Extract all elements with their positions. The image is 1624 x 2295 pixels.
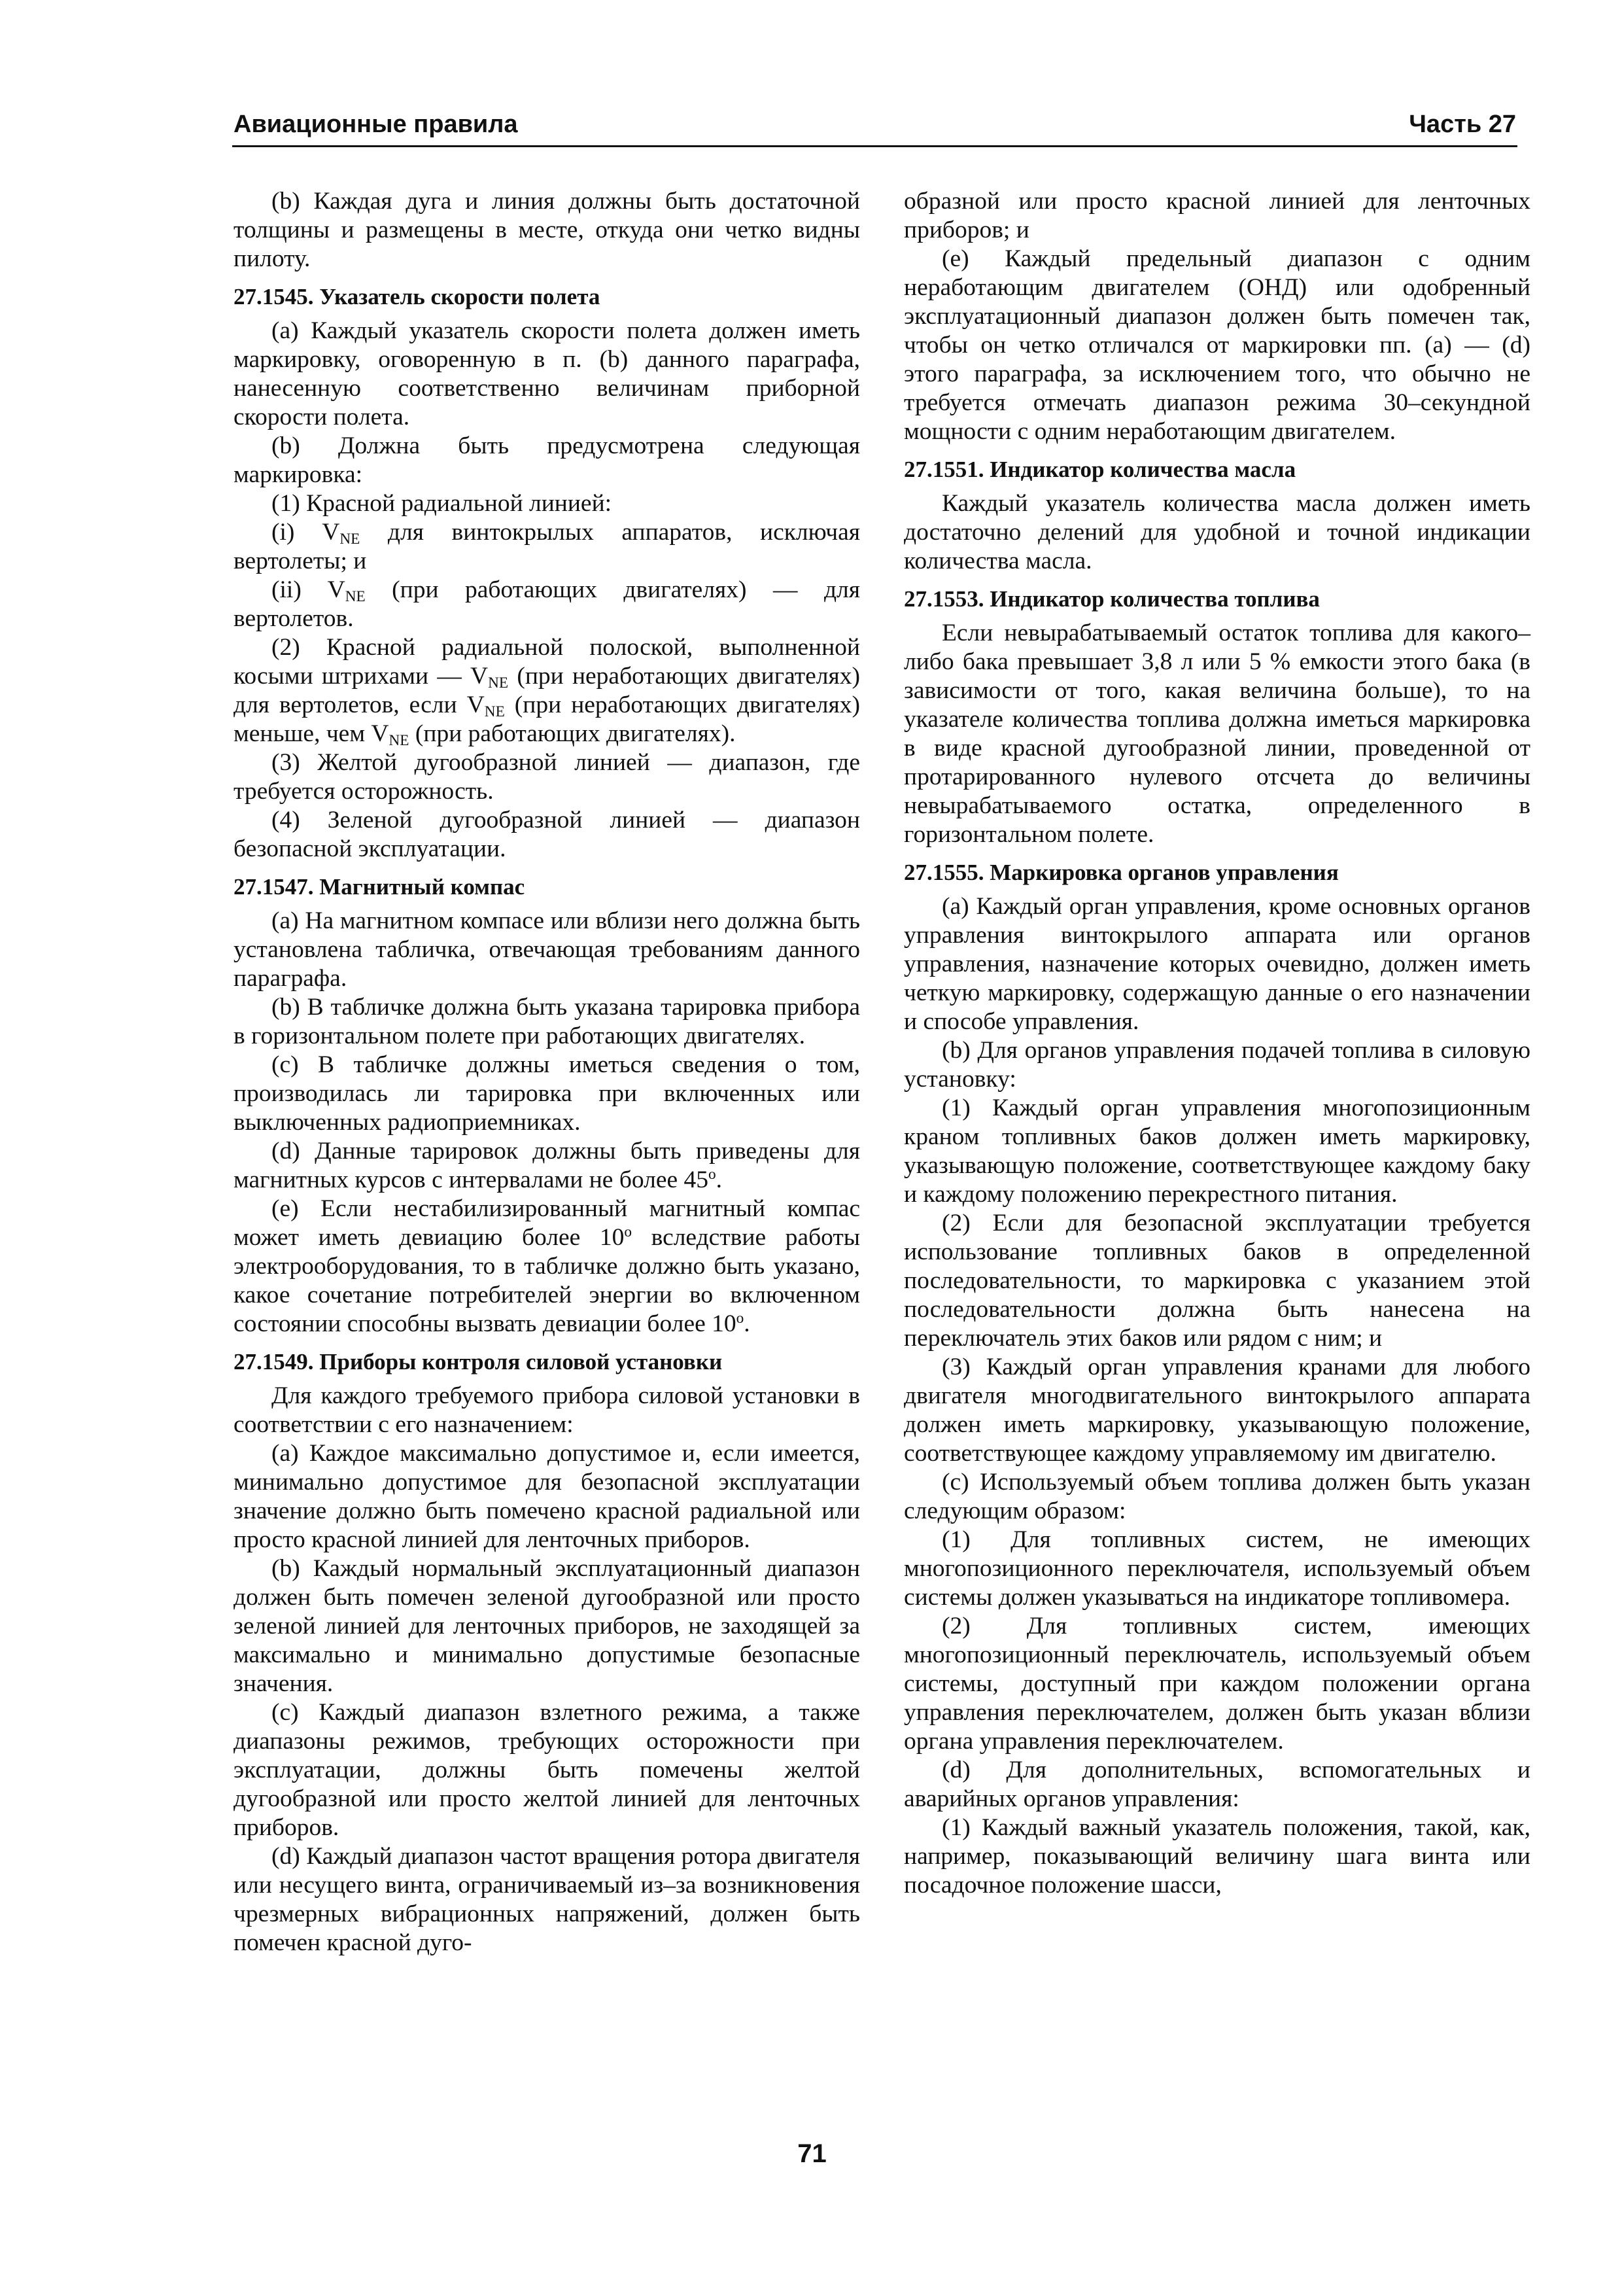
paragraph: (e) Если нестабилизированный магнитный компас может иметь девиацию более 10$^o$ вследствие работы электрооборудования, то в табличке должно быть указано, какое сочетание потребителей энергии во включенном состоянии способны вызвать девиации более 10$^o$. — [233, 1195, 860, 1337]
running-header — [232, 98, 1517, 147]
paragraph: (2) Для топливных систем, имеющих многопозиционный переключатель, используемый объем системы, доступный при каждом положении органа управления переключателем, должен быть указан вблизи органа управления переключателем. — [904, 1613, 1530, 1755]
paragraph: (ii) $V_{NE}$ (при работающих двигателях) — для вертолетов. — [233, 576, 860, 632]
paragraph: (1) Для топливных систем, не имеющих многопозиционного переключателя, используемый объем системы должен указываться на индикаторе топливомера. — [904, 1526, 1530, 1611]
paragraph: (d) Данные тарировок должны быть приведены для магнитных курсов с интервалами не более 45$^o$. — [233, 1138, 860, 1193]
page-number: 71 — [797, 2139, 827, 2168]
section-heading-27-1549: 27.1549. Приборы контроля силовой установки — [233, 1349, 723, 1375]
paragraph: (d) Каждый диапазон частот вращения ротора двигателя или несущего винта, ограничиваемый из–за возникновения чрезмерных вибрационных напряжений, должен быть помечен красной дуго- — [233, 1843, 860, 1956]
header-title: Авиационные правила — [233, 111, 518, 138]
paragraph: (b) Должна быть предусмотрена следующая маркировка: — [233, 432, 860, 488]
paragraph: (a) Каждое максимально допустимое и, если имеется, минимально допустимое для безопасной эксплуатации значение должно быть помечено красной радиальной или просто красной линией для ленточных приборов. — [233, 1440, 860, 1553]
paragraph: (3) Желтой дугообразной линией — диапазон, где требуется осторожность. — [233, 749, 860, 805]
paragraph: (d) Для дополнительных, вспомогательных и аварийных органов управления: — [904, 1757, 1530, 1812]
paragraph: (3) Каждый орган управления кранами для любого двигателя многодвигательного винтокрылого аппарата должен иметь маркировку, указывающую положение, соответствующее каждому управляемому им двигателю. — [904, 1354, 1530, 1467]
header-part: Часть 27 — [1409, 111, 1516, 138]
paragraph: Если невырабатываемый остаток топлива для какого–либо бака превышает 3,8 л или 5 % емкости этого бака (в зависимости от того, какая величина больше), то на указателе количества топлива должна иметься маркировка в виде красной дугообразной линии, проведенной от протарированного нулевого отсчета до величины невырабатываемого остатка, определенного в горизонтальном полете. — [904, 620, 1530, 848]
paragraph: (b) Каждый нормальный эксплуатационный диапазон должен быть помечен зеленой дугообразной или просто зеленой линией для ленточных приборов, не заходящей за максимально и минимально допустимые безопасные значения. — [233, 1555, 860, 1697]
section-heading-27-1545: 27.1545. Указатель скорости полета — [233, 284, 600, 309]
right-column — [904, 187, 1530, 1900]
paragraph: Каждый указатель количества масла должен иметь достаточно делений для удобной и точной индикации количества масла. — [904, 490, 1530, 574]
paragraph: (2) Красной радиальной полоской, выполненной косыми штрихами — $V_{NE}$ (при неработающих двигателях) для вертолетов, если $V_{NE}$ (при неработающих двигателях) меньше, чем $V_{NE}$ (при работающих двигателях). — [233, 634, 860, 749]
left-column — [233, 187, 860, 1957]
paragraph: (2) Если для безопасной эксплуатации требуется использование топливных баков в определенной последовательности, то маркировка с указанием этой последовательности должна быть нанесена на переключатель этих баков или рядом с ним; и — [904, 1210, 1530, 1352]
paragraph: Для каждого требуемого прибора силовой установки в соответствии с его назначением: — [233, 1382, 860, 1438]
paragraph: (4) Зеленой дугообразной линией — диапазон безопасной эксплуатации. — [233, 807, 860, 862]
paragraph: (a) На магнитном компасе или вблизи него должна быть установлена табличка, отвечающая требованиям данного параграфа. — [233, 907, 860, 992]
paragraph: (c) В табличке должны иметься сведения о том, производилась ли тарировка при включенных или выключенных радиоприемниках. — [233, 1051, 860, 1136]
paragraph: (i) $V_{NE}$ для винтокрылых аппаратов, исключая вертолеты; и — [233, 519, 860, 574]
paragraph: (c) Каждый диапазон взлетного режима, а также диапазоны режимов, требующих осторожности при эксплуатации, должны быть помечены желтой дугообразной или просто желтой линией для ленточных приборов. — [233, 1699, 860, 1841]
section-heading-27-1551: 27.1551. Индикатор количества масла — [904, 457, 1296, 482]
section-heading-27-1555: 27.1555. Маркировка органов управления — [904, 860, 1339, 885]
paragraph: (e) Каждый предельный диапазон с одним неработающим двигателем (ОНД) или одобренный эксплуатационный диапазон должен быть помечен так, чтобы он четко отличался от маркировки пп. (a) — (d) этого параграфа, за исключением того, что обычно не требуется отмечать диапазон режима 30–секундной мощности с одним неработающим двигателем. — [904, 245, 1530, 445]
paragraph: (1) Каждый важный указатель положения, такой, как, например, показывающий величину шага винта или посадочное положение шасси, — [904, 1814, 1530, 1899]
paragraph: (b) В табличке должна быть указана тарировка прибора в горизонтальном полете при работающих двигателях. — [233, 994, 860, 1049]
paragraph: (b) Для органов управления подачей топлива в силовую установку: — [904, 1037, 1530, 1093]
paragraph: (a) Каждый орган управления, кроме основных органов управления винтокрылого аппарата или органов управления, назначение которых очевидно, должен иметь четкую маркировку, содержащую данные о его назначении и способе управления. — [904, 893, 1530, 1035]
paragraph: (c) Используемый объем топлива должен быть указан следующим образом: — [904, 1469, 1530, 1524]
paragraph: (a) Каждый указатель скорости полета должен иметь маркировку, оговоренную в п. (b) данного параграфа, нанесенную соответственно величинам приборной скорости полета. — [233, 317, 860, 430]
paragraph: (b) Каждая дуга и линия должны быть достаточной толщины и размещены в месте, откуда они четко видны пилоту. — [233, 188, 860, 272]
section-heading-27-1547: 27.1547. Магнитный компас — [233, 874, 525, 900]
paragraph: (1) Красной радиальной линией: — [271, 490, 612, 517]
section-heading-27-1553: 27.1553. Индикатор количества топлива — [904, 586, 1320, 612]
paragraph: образной или просто красной линией для ленточных приборов; и — [904, 188, 1530, 243]
paragraph: (1) Каждый орган управления многопозиционным краном топливных баков должен иметь маркировку, указывающую положение, соответствующее каждому баку и каждому положению перекрестного питания. — [904, 1095, 1530, 1208]
